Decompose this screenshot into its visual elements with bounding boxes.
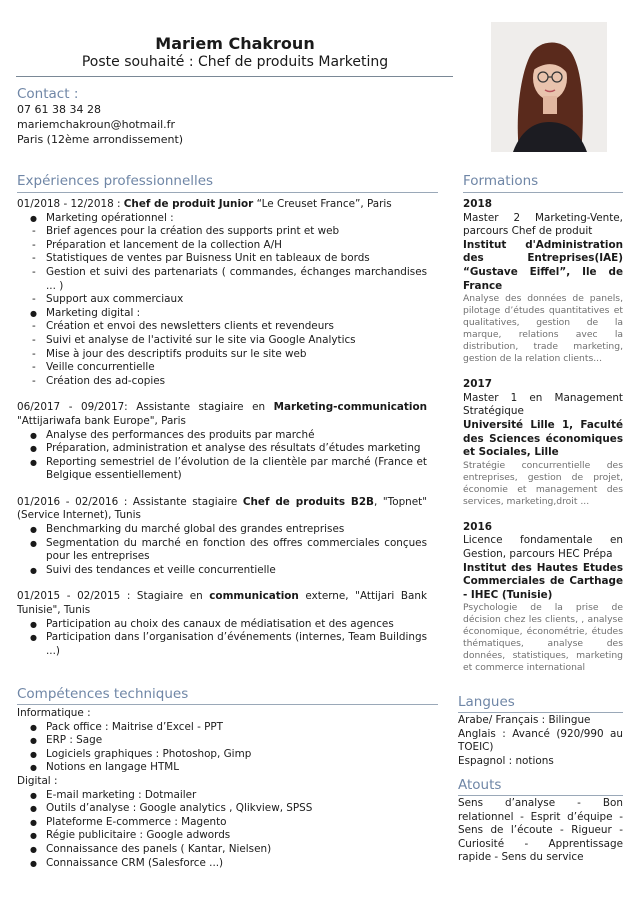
education-section <box>463 198 623 674</box>
list-item: ● Benchmarking du marché global des grandes entreprises <box>17 523 427 537</box>
job-2-heading: 06/2017 - 09/2017: Assistante stagiaire en Marketing-communication "Attijariwafa bank Europe", Paris <box>17 401 427 427</box>
list-item: - Statistiques de ventes par Buisness Unit en tableaux de bords <box>17 252 427 266</box>
skills-group-label: Informatique : <box>17 707 91 719</box>
contact-block <box>17 102 183 147</box>
job-4 <box>17 590 427 658</box>
education-school: Institut des Hautes Etudes Commerciales de Carthage - IHEC (Tunisie) <box>463 561 623 601</box>
list-item: ● Connaissance des panels ( Kantar, Nielsen) <box>17 843 427 857</box>
education-title: Formations <box>463 173 539 189</box>
list-item: - Mise à jour des descriptifs produits sur le site web <box>17 348 427 362</box>
list-item: - Préparation et lancement de la collection A/H <box>17 239 427 253</box>
education-year: 2016 <box>463 520 492 533</box>
list-item: ● Suivi des tendances et veille concurrentielle <box>17 564 427 578</box>
assets-title: Atouts <box>458 777 502 793</box>
languages-section <box>458 714 623 768</box>
skills-divider <box>17 704 438 705</box>
list-item: ● Marketing opérationnel : <box>17 212 427 226</box>
list-item: ● Outils d’analyse : Google analytics , Qlikview, SPSS <box>17 802 427 816</box>
education-degree: Licence fondamentale en Gestion, parcours HEC Prépa <box>463 534 623 560</box>
job-1 <box>17 198 427 388</box>
list-item: ● ERP : Sage <box>17 734 427 748</box>
assets-divider <box>458 795 623 796</box>
job-3 <box>17 496 427 578</box>
education-description: Stratégie concurrentielle des entreprises, gestion de projet, économie et management des services, marketing,droit ... <box>463 459 623 507</box>
list-item: ● Préparation, administration et analyse des résultats d’études marketing <box>17 442 427 456</box>
language-line: Arabe/ Français : Bilingue <box>458 714 591 726</box>
candidate-name: Mariem Chakroun <box>155 34 315 53</box>
job-2-tasks <box>17 429 427 483</box>
portrait-illustration <box>491 22 607 152</box>
education-degree: Master 2 Marketing-Vente, parcours Chef de produit <box>463 211 623 238</box>
education-item <box>463 198 623 365</box>
contact-email: mariemchakroun@hotmail.fr <box>17 118 176 131</box>
list-item: ● Marketing digital : <box>17 307 427 321</box>
list-item: ● Logiciels graphiques : Photoshop, Gimp <box>17 748 427 762</box>
skills-digital <box>17 789 427 871</box>
contact-phone: 07 61 38 34 28 <box>17 103 101 116</box>
job-1-heading: 01/2018 - 12/2018 : Chef de produit Junior “Le Creuset France”, Paris <box>17 198 392 210</box>
job-3-heading: 01/2016 - 02/2016 : Assistante stagiaire Chef de produits B2B, "Topnet" (Service Internet), Tunis <box>17 495 428 522</box>
languages-divider <box>458 712 623 713</box>
education-description: Psychologie de la prise de décision chez les clients, , analyse économique, économétrie, études thématiques, analyse des données, statistiques, marketing et commerce international <box>463 602 623 674</box>
list-item: ● Pack office : Maitrise d’Excel - PPT <box>17 721 427 735</box>
education-year: 2017 <box>463 378 492 391</box>
skills-informatique <box>17 721 427 775</box>
education-school: Institut d'Administration des Entreprises(IAE) “Gustave Eiffel”, Ile de France <box>463 238 623 292</box>
languages-title: Langues <box>458 694 515 710</box>
list-item: ● Connaissance CRM (Salesforce ...) <box>17 857 427 871</box>
job-4-heading: 01/2015 - 02/2015 : Stagiaire en communication externe, "Attijari Bank Tunisie", Tunis <box>17 590 428 617</box>
education-description: Analyse des données de panels, pilotage d’études quantitatives et qualitatives, gestion de la marque, relations avec la distribution, trade marketing, gestion de la relation clients... <box>463 293 623 365</box>
list-item: - Suivi et analyse de l'activité sur le site via Google Analytics <box>17 334 427 348</box>
education-school: Université Lille 1, Faculté des Sciences économiques et Sociales, Lille <box>463 418 623 459</box>
education-year: 2018 <box>463 198 492 210</box>
list-item: ● Participation au choix des canaux de médiatisation et des agences <box>17 618 427 632</box>
education-divider <box>463 192 623 193</box>
job-2 <box>17 401 427 483</box>
list-item: ● Participation dans l’organisation d’événements (internes, Team Buildings ...) <box>17 631 427 658</box>
list-item: ● Analyse des performances des produits par marché <box>17 429 427 443</box>
list-item: - Veille concurrentielle <box>17 361 427 375</box>
list-item: ● E-mail marketing : Dotmailer <box>17 789 427 803</box>
list-item: - Gestion et suivi des partenariats ( commandes, échanges marchandises ... ) <box>17 266 427 293</box>
list-item: - Création des ad-copies <box>17 375 427 389</box>
skills-section <box>17 707 427 870</box>
contact-title: Contact : <box>17 86 79 102</box>
header-divider <box>16 76 453 77</box>
contact-address: Paris (12ème arrondissement) <box>17 133 184 146</box>
job-1-tasks <box>17 212 427 389</box>
experience-divider <box>17 192 438 193</box>
language-line: Espagnol : notions <box>458 754 554 767</box>
skills-group-label: Digital : <box>17 774 58 787</box>
list-item: ● Régie publicitaire : Google adwords <box>17 829 427 843</box>
assets-text: Sens d’analyse - Bon relationnel - Esprit d’équipe - Sens de l’écoute - Rigueur - Curiosité - Apprentissage rapide - Sens du service <box>458 797 623 864</box>
skills-title: Compétences techniques <box>17 686 189 702</box>
experience-section <box>17 198 427 671</box>
list-item: ● Reporting semestriel de l’évolution de la clientèle par marché (France et Belgique essentiellement) <box>17 456 427 483</box>
list-item: ● Segmentation du marché en fonction des offres commerciales conçues pour les entreprises <box>17 537 427 564</box>
list-item: ● Plateforme E-commerce : Magento <box>17 816 427 830</box>
job-4-tasks <box>17 618 427 659</box>
profile-photo <box>491 22 607 152</box>
education-item <box>463 521 623 675</box>
list-item: - Support aux commerciaux <box>17 293 427 307</box>
list-item: ● Notions en langage HTML <box>17 761 427 775</box>
job-3-tasks <box>17 523 427 577</box>
desired-position: Poste souhaité : Chef de produits Marketing <box>81 54 389 70</box>
language-line: Anglais : Avancé (920/990 au TOEIC) <box>458 727 623 754</box>
education-degree: Master 1 en Management Stratégique <box>463 391 623 418</box>
education-item <box>463 378 623 508</box>
list-item: - Brief agences pour la création des supports print et web <box>17 225 427 239</box>
experience-title: Expériences professionnelles <box>17 173 214 189</box>
list-item: - Création et envoi des newsletters clients et revendeurs <box>17 320 427 334</box>
